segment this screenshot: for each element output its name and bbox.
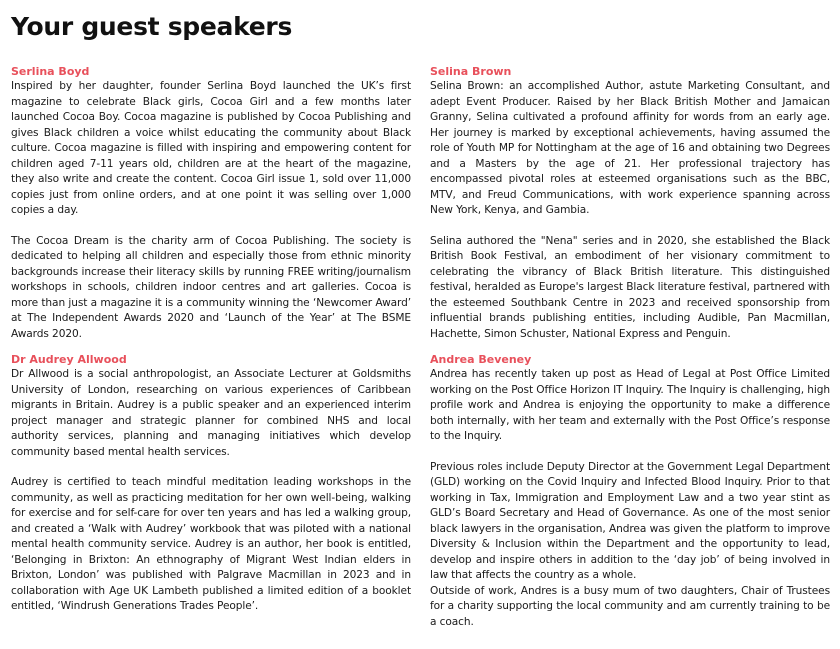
left-column <box>11 64 411 615</box>
right-column <box>430 64 830 630</box>
speaker-bio-paragraph: The Cocoa Dream is the charity arm of Cocoa Publishing. The society is dedicated to helping all children and especially those from ethnic minority backgrounds increase their literacy skills by running FREE writing/journalism workshops in schools, children indoor centres and art galleries. Cocoa is more than just a magazine it is a community winning the ‘Newcomer Award’ at The Independent Awards 2020 and ‘Launch of the Year’ at The BSME Awards 2020. <box>11 234 411 340</box>
speaker-audrey-allwood <box>11 352 411 615</box>
speaker-andrea-beveney <box>430 352 830 630</box>
speaker-bio-paragraph: Dr Allwood is a social anthropologist, an Associate Lecturer at Goldsmiths University of London, researching on various experiences of Caribbean migrants in Britain. Audrey is a public speaker and an experienced interim project manager and strategic planner for combined NHS and local authority services, planning and managing initiatives which develop community based mental health services. <box>11 368 411 458</box>
speaker-selina-brown <box>430 64 830 342</box>
speaker-bio-paragraph: Andrea has recently taken up post as Head of Legal at Post Office Limited working on the Post Office Horizon IT Inquiry. The Inquiry is challenging, high profile work and Andrea is enjoying the opportunity to make a difference both internally, with her team and externally with the Post Office’s response to the Inquiry. <box>430 368 830 442</box>
page-title: Your guest speakers <box>11 12 293 41</box>
speaker-bio-paragraph: Selina authored the "Nena" series and in 2020, she established the Black British Book Festival, an embodiment of her visionary commitment to celebrating the vibrancy of Black British literature. This distinguished festival, heralded as Europe's largest Black literature festival, partnered with the esteemed Southbank Centre in 2023 and received sponsorship from influential brands publishing entities, including Audible, Pan Macmillan, Hachette, Simon Schuster, National Express and Penguin. <box>430 234 830 340</box>
speaker-bio-paragraph: Inspired by her daughter, founder Serlina Boyd launched the UK’s first magazine to celebrate Black girls, Cocoa Girl and a few months later launched Cocoa Boy. Cocoa magazine is published by Cocoa Publishing and gives Black children a voice whilst educating the community about Black culture. Cocoa magazine is filled with inspiring and empowering content for children aged 7-11 years old, children are at the heart of the magazine, they also write and create the content. Cocoa Girl issue 1, sold over 11,000 copies just from online orders, and at one point it was selling over 1,000 copies a day. <box>11 80 411 216</box>
speaker-bio-paragraph: Audrey is certified to teach mindful meditation leading workshops in the community, as well as practicing meditation for her own well-being, walking for exercise and for self-care for over ten years and has led a walking group, and created a ‘Walk with Audrey’ workbook that was piloted with a national mental health community service. Audrey is an author, her book is entitled, ‘Belonging in Brixton: An ethnography of Migrant West Indian elders in Brixton, London’ was published with Palgrave Macmillan in 2023 and in collaboration with Age UK Lambeth published a limited edition of a booklet entitled, ‘Windrush Generations Trades People’. <box>11 476 411 612</box>
speaker-name: Andrea Beveney <box>430 353 532 366</box>
speaker-serlina-boyd <box>11 64 411 342</box>
speaker-bio-paragraph: Previous roles include Deputy Director at the Government Legal Department (GLD) working on the Covid Inquiry and Infected Blood Inquiry. Prior to that working in Tax, Immigration and Employment Law and a two year stint as GLD’s Board Secretary and Head of Governance. As one of the most senior black lawyers in the organisation, Andrea was given the platform to improve Diversity & Inclusion within the Department and the opportunity to lead, develop and inspire others in addition to the ‘day job’ of being involved in law that affects the country as a whole. <box>430 460 830 581</box>
speaker-name: Serlina Boyd <box>11 65 90 78</box>
speaker-bio-paragraph: Outside of work, Andres is a busy mum of two daughters, Chair of Trustees for a charity supporting the local community and am currently training to be a coach. <box>430 584 830 628</box>
speaker-name: Dr Audrey Allwood <box>11 353 127 366</box>
speaker-bio-paragraph: Selina Brown: an accomplished Author, astute Marketing Consultant, and adept Event Producer. Raised by her Black British Mother and Jamaican Granny, Selina cultivated a profound affinity for words from an early age. Her journey is marked by exceptional achievements, having assumed the role of Youth MP for Nottingham at the age of 16 and obtaining two Degrees and a Masters by the age of 21. Her professional trajectory has encompassed pivotal roles at esteemed organisations such as the BBC, MTV, and Freud Communications, with work experience spanning across New York, Kenya, and Gambia. <box>430 80 830 216</box>
speaker-name: Selina Brown <box>430 65 512 78</box>
